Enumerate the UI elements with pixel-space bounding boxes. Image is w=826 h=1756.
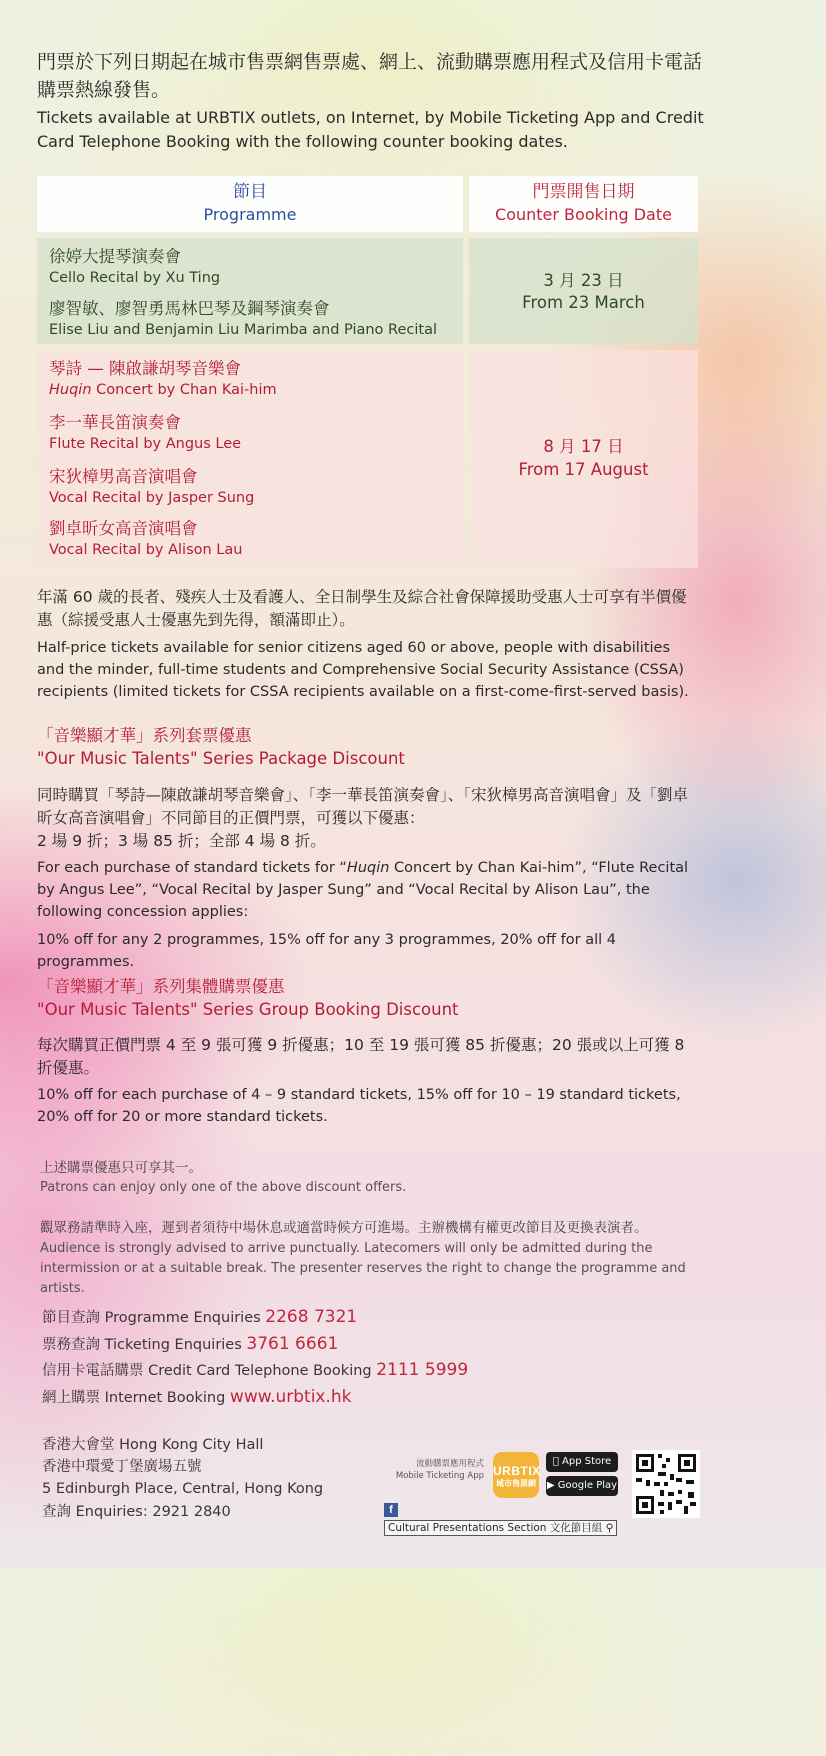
one-offer-note-en: Patrons can enjoy only one of the above discount offers. <box>40 1180 407 1195</box>
programme-title-en-italic: Huqin <box>49 382 92 398</box>
facebook-page-bar[interactable] <box>384 1501 618 1534</box>
programme-title-en: Flute Recital by Angus Lee <box>49 436 242 452</box>
enquiry-ticketing <box>42 1331 338 1358</box>
package-title-zh: 「音樂顯才華」系列套票優惠 <box>37 726 252 745</box>
app-store-label: App Store <box>557 1456 607 1467</box>
programme-title-en-rest: Concert by Chan Kai-him <box>91 382 277 398</box>
programme-item <box>49 412 241 454</box>
package-body-en-italic: Huqin <box>346 860 390 876</box>
programme-item <box>49 358 277 400</box>
programme-title-zh: 李一華長笛演奏會 <box>49 413 181 432</box>
package-body-zh: 同時購買「琴詩—陳啟謙胡琴音樂會」、「李一華長笛演奏會」、「宋狄樟男高音演唱會」及「劉卓昕女高音演唱會」不同節目的正價門票，可獲以下優惠： <box>37 786 689 827</box>
header-date-zh: 門票開售日期 <box>532 182 635 202</box>
venue-enquiries: 查詢 Enquiries: 2921 2840 <box>42 1504 231 1520</box>
enquiry-label-zh: 網上購票 <box>42 1390 100 1406</box>
enquiry-label-zh: 節目查詢 <box>42 1310 100 1326</box>
urbtix-logo-zh: 城市售票網 <box>496 1479 536 1488</box>
google-play-label: Google Play <box>557 1480 618 1491</box>
intro-chinese: 門票於下列日期起在城市售票網售票處、網上、流動購票應用程式及信用卡電話購票熱線發售。 <box>37 51 703 101</box>
programme-item <box>49 518 242 560</box>
enquiry-label-zh: 票務查詢 <box>42 1337 100 1353</box>
enquiry-label-en: Ticketing Enquiries <box>104 1337 242 1353</box>
enquiry-phone[interactable]: 3761 6661 <box>246 1334 339 1354</box>
one-offer-note-zh: 上述購票優惠只可享其一。 <box>40 1160 202 1176</box>
package-body-en <box>37 857 701 923</box>
facebook-icon: f <box>384 1503 398 1517</box>
concession-zh: 年滿 60 歲的長者、殘疾人士及看護人、全日制學生及綜合社會保障援助受惠人士可享有半價優惠（綜援受惠人士優惠先到先得，額滿即止）。 <box>37 588 687 629</box>
programme-title-zh: 徐婷大提琴演奏會 <box>49 247 181 266</box>
enquiry-programme <box>42 1304 357 1331</box>
enquiry-label-en: Programme Enquiries <box>104 1310 261 1326</box>
mobile-app-label <box>394 1458 484 1482</box>
programme-title-en: Elise Liu and Benjamin Liu Marimba and Piano Recital <box>49 322 437 338</box>
table-row-march-date <box>469 238 698 344</box>
table-header-programme <box>37 176 463 232</box>
programme-title-zh: 琴詩 — 陳啟謙胡琴音樂會 <box>49 359 241 378</box>
programme-title-en: Cello Recital by Xu Ting <box>49 270 221 286</box>
qr-code-icon <box>632 1450 700 1518</box>
venue-address-en: 5 Edinburgh Place, Central, Hong Kong <box>42 1481 324 1497</box>
group-title-zh: 「音樂顯才華」系列集體購票優惠 <box>37 977 285 996</box>
app-store-badge[interactable] <box>546 1452 618 1472</box>
header-programme-en: Programme <box>203 205 297 224</box>
programme-title-en: Vocal Recital by Jasper Sung <box>49 490 255 506</box>
programme-title-zh: 廖智敏、廖智勇馬林巴琴及鋼琴演奏會 <box>49 299 330 318</box>
venue-address-zh: 香港中環愛丁堡廣場五號 <box>42 1459 202 1475</box>
enquiry-credit-card <box>42 1357 468 1384</box>
table-row-august-programmes <box>37 350 463 568</box>
programme-item <box>49 466 254 508</box>
booking-date-zh: 8 月 17 日 <box>543 437 624 456</box>
package-rates-zh: 2 場 9 折；3 場 85 折；全部 4 場 8 折。 <box>37 832 326 850</box>
group-body-en: 10% off for each purchase of 4 – 9 standard tickets, 15% off for 10 – 19 standard tickets, 20% off for 20 or more standard tickets. <box>37 1087 681 1125</box>
booking-date-en: From 17 August <box>518 460 649 479</box>
package-rates-en: 10% off for any 2 programmes, 15% off for any 3 programmes, 20% off for all 4 programmes. <box>37 932 616 970</box>
package-title-en: "Our Music Talents" Series Package Discount <box>37 749 405 768</box>
programme-title-en <box>49 380 277 400</box>
concession-en: Half-price tickets available for senior citizens aged 60 or above, people with disabilities and the minder, full-time students and Comprehensive Social Security Assistance (CSSA) recipients (limited tickets for CSSA recipients available on a first-come-first-served basis). <box>37 640 689 700</box>
enquiry-internet <box>42 1384 352 1411</box>
facebook-page-label <box>384 1520 617 1536</box>
table-row-august-date <box>469 350 698 568</box>
enquiry-label-zh: 信用卡電話購票 <box>42 1363 144 1379</box>
enquiry-label-en: Internet Booking <box>104 1390 226 1406</box>
qr-code[interactable] <box>632 1450 700 1518</box>
programme-title-zh: 劉卓昕女高音演唱會 <box>49 519 198 538</box>
mobile-app-label-en: Mobile Ticketing App <box>395 1471 484 1481</box>
play-icon: ▶ <box>546 1480 555 1491</box>
group-body-zh: 每次購買正價門票 4 至 9 張可獲 9 折優惠；10 至 19 張可獲 85 折優惠；20 張或以上可獲 8 折優惠。 <box>37 1036 685 1077</box>
group-title-en: "Our Music Talents" Series Group Booking Discount <box>37 1000 459 1019</box>
enquiry-phone[interactable]: 2268 7321 <box>265 1307 358 1327</box>
punctual-note-en: Audience is strongly advised to arrive punctually. Latecomers will only be admitted during the intermission or at a suitable break. The presenter reserves the right to change the programme and artists. <box>40 1241 686 1296</box>
booking-date-en: From 23 March <box>522 293 645 312</box>
apple-icon <box>553 1456 559 1467</box>
header-programme-zh: 節目 <box>233 182 267 202</box>
enquiry-phone[interactable]: 2111 5999 <box>376 1360 469 1380</box>
search-icon: ⚲ <box>605 1522 614 1534</box>
programme-title-en: Vocal Recital by Alison Lau <box>49 542 243 558</box>
urbtix-logo-en: URBTIX <box>493 1464 541 1478</box>
header-date-en: Counter Booking Date <box>495 205 672 224</box>
enquiry-label-en: Credit Card Telephone Booking <box>148 1363 372 1379</box>
package-body-en-part2: Concert by Chan Kai-him”, “Flute Recital by Angus Lee”, “Vocal Recital by Jasper Sung” and “Vocal Recital by Alison Lau”, the following concession applies: <box>37 860 689 920</box>
punctual-note-zh: 觀眾務請準時入座，遲到者須待中場休息或適當時候方可進場。主辦機構有權更改節目及更換表演者。 <box>40 1220 648 1236</box>
urbtix-link[interactable]: www.urbtix.hk <box>229 1387 352 1407</box>
booking-date-zh: 3 月 23 日 <box>543 271 624 290</box>
venue-name: 香港大會堂 Hong Kong City Hall <box>42 1437 264 1453</box>
google-play-badge[interactable] <box>546 1476 618 1496</box>
table-header-date <box>469 176 698 232</box>
programme-item <box>49 298 437 340</box>
table-row-march-programmes <box>37 238 463 344</box>
programme-title-zh: 宋狄樟男高音演唱會 <box>49 467 198 486</box>
intro-english: Tickets available at URBTIX outlets, on Internet, by Mobile Ticketing App and Credit Card Telephone Booking with the following counter booking dates. <box>37 108 704 151</box>
programme-item <box>49 246 220 288</box>
package-body-en-part1: For each purchase of standard tickets for “ <box>37 860 347 876</box>
urbtix-app-icon[interactable] <box>493 1452 539 1498</box>
mobile-app-label-zh: 流動購票應用程式 <box>415 1459 484 1469</box>
facebook-page-name: Cultural Presentations Section 文化節目組 <box>388 1522 603 1534</box>
